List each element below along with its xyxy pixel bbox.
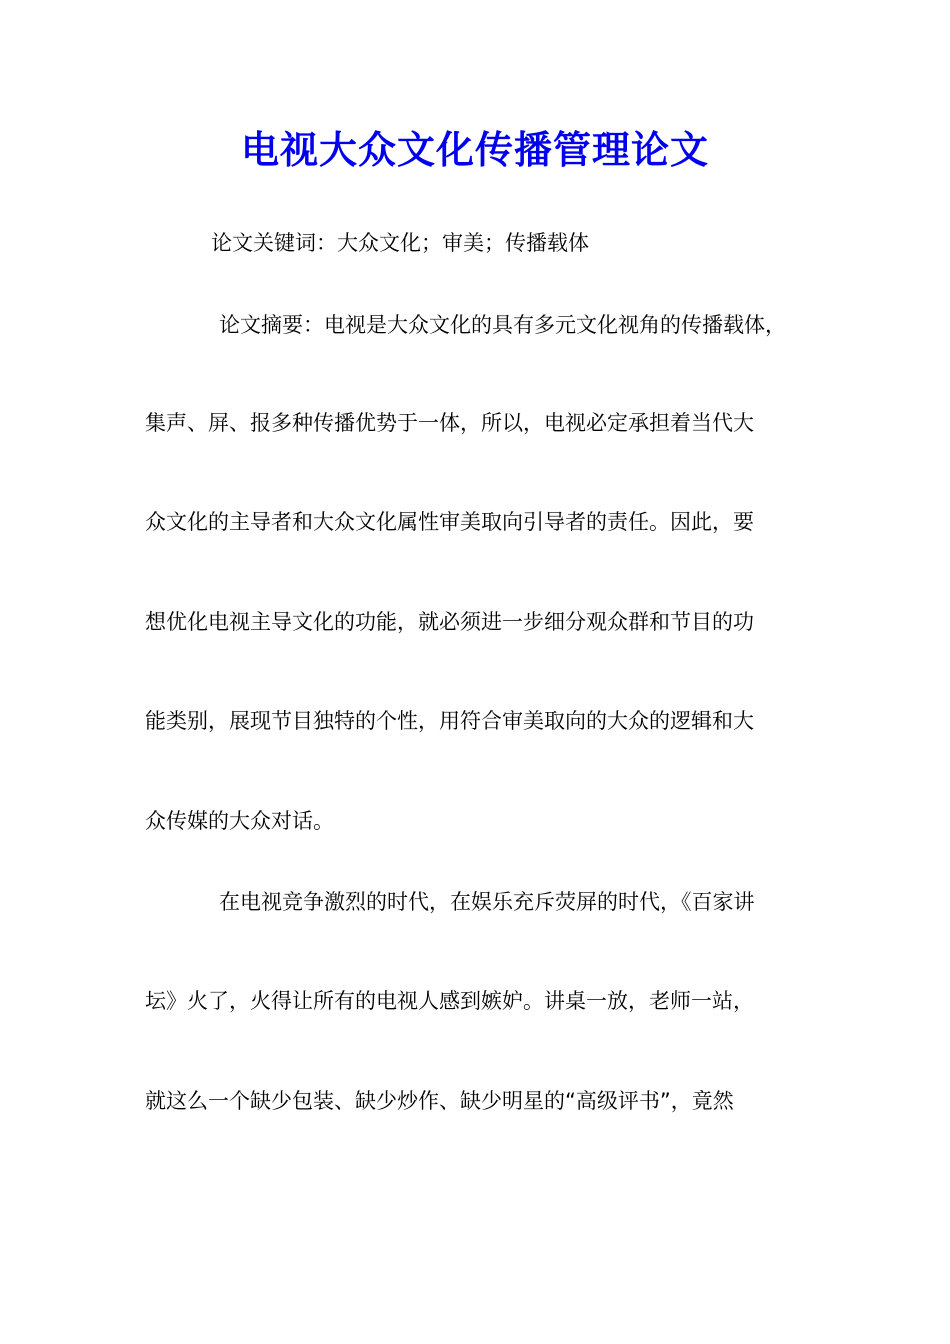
abstract-line: 众传媒的大众对话。 — [145, 809, 334, 833]
body-line: 就这么一个缺少包装、缺少炒作、缺少明星的“高级评书”，竟然 — [145, 1089, 734, 1113]
body-line: 在电视竞争激烈的时代，在娱乐充斥荧屏的时代，《百家讲 — [219, 890, 755, 914]
keywords-line: 论文关键词：大众文化；审美；传播载体 — [211, 231, 589, 255]
body-line: 坛》火了，火得让所有的电视人感到嫉妒。讲桌一放，老师一站， — [145, 989, 754, 1013]
abstract-line: 想优化电视主导文化的功能，就必须进一步细分观众群和节目的功 — [145, 610, 754, 634]
abstract-line: 能类别，展现节目独特的个性，用符合审美取向的大众的逻辑和大 — [145, 709, 754, 733]
abstract-line: 众文化的主导者和大众文化属性审美取向引导者的责任。因此，要 — [145, 510, 754, 534]
abstract-line: 集声、屏、报多种传播优势于一体，所以，电视必定承担着当代大 — [145, 411, 754, 435]
abstract-line: 论文摘要：电视是大众文化的具有多元文化视角的传播载体， — [219, 313, 786, 337]
document-title: 电视大众文化传播管理论文 — [240, 127, 709, 172]
